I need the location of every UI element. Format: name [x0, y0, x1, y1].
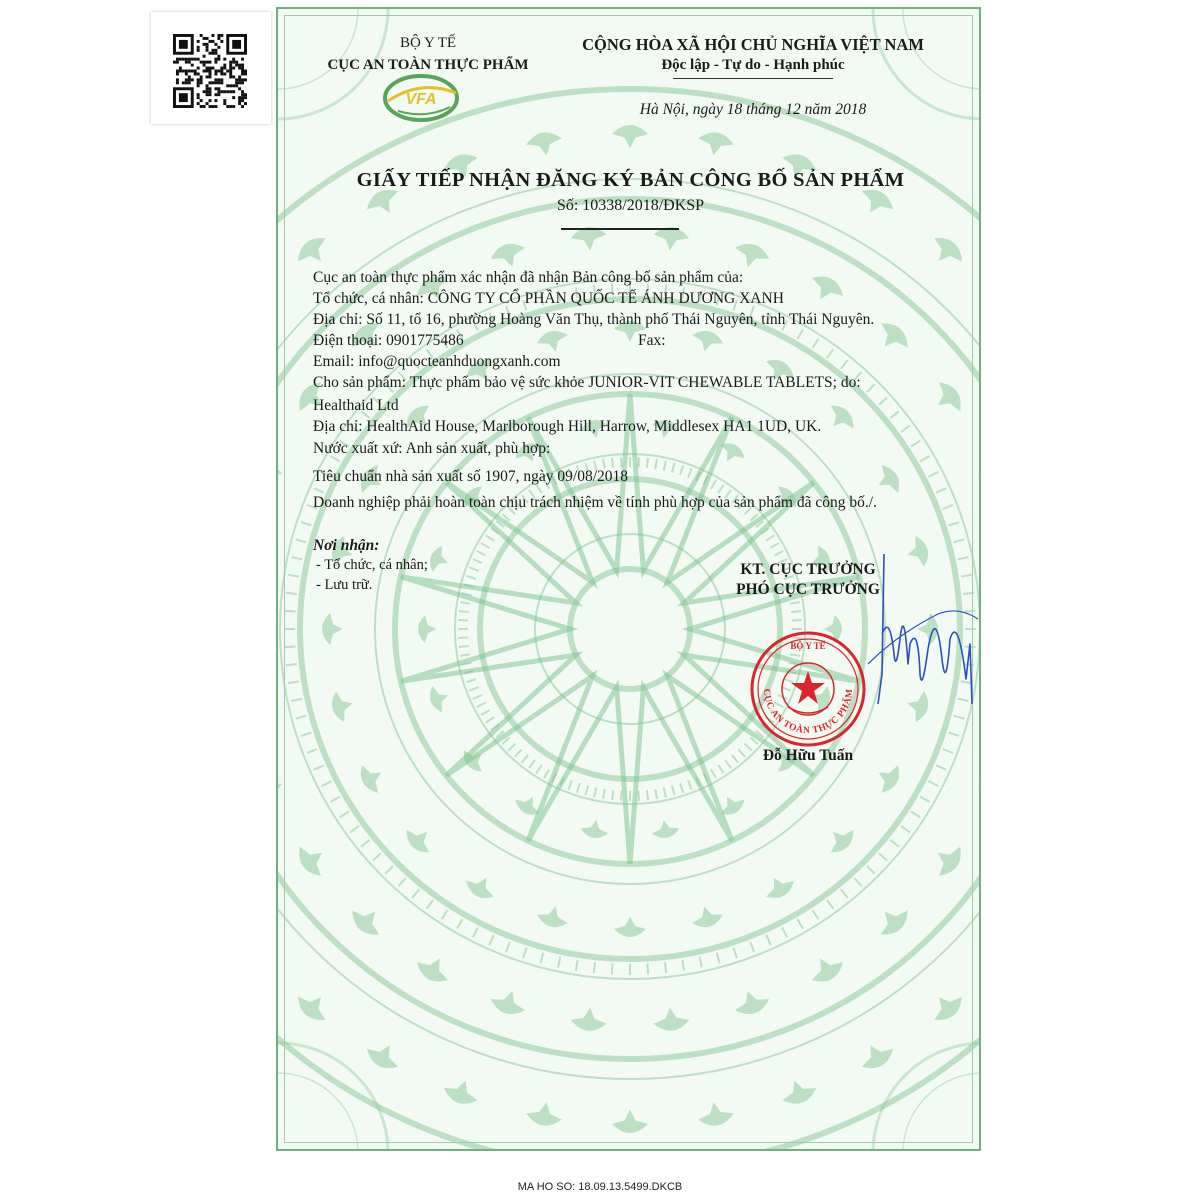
- vfa-logo-text: VFA: [405, 91, 437, 108]
- document-number: Số: 10338/2018/ĐKSP: [556, 197, 705, 214]
- issue-date: Hà Nội, ngày 18 tháng 12 năm 2018: [639, 101, 867, 118]
- document-title: GIẤY TIẾP NHẬN ĐĂNG KÝ BẢN CÔNG BỐ SẢN PHẨM: [356, 169, 905, 191]
- agency-name: CỤC AN TOÀN THỰC PHẨM: [327, 57, 529, 73]
- origin-line: Nước xuất xứ: Anh sản xuất, phù hợp:: [313, 440, 551, 457]
- phone-line: Điện thoại: 0901775486: [313, 332, 464, 349]
- certificate-document: [276, 7, 981, 1151]
- responsibility-line: Doanh nghiệp phải hoàn toàn chịu trách nhiệm về tính phù hợp của sản phẩm đã công bố./.: [313, 494, 877, 511]
- recipients-label: Nơi nhận:: [313, 537, 380, 554]
- signer-position: KT. CỤC TRƯỞNG: [740, 561, 876, 578]
- signer-position-deputy: PHÓ CỤC TRƯỞNG: [736, 581, 880, 598]
- seal-star-icon: [791, 671, 825, 704]
- republic-title: CỘNG HÒA XÃ HỘI CHỦ NGHĨA VIỆT NAM: [582, 35, 924, 54]
- product-line: Cho sản phẩm: Thực phẩm bảo vệ sức khỏe JUNIOR-VIT CHEWABLE TABLETS; do:: [313, 374, 861, 391]
- body-intro: Cục an toàn thực phẩm xác nhận đã nhận Bản công bố sản phẩm của:: [313, 269, 744, 286]
- manufacturer-line: Healthaid Ltd: [313, 397, 399, 414]
- motto-underline: [673, 78, 833, 79]
- ministry-name: BỘ Y TẾ: [399, 35, 457, 51]
- seal-top-text: BỘ Y TẾ: [790, 641, 826, 651]
- vfa-logo: [376, 71, 466, 125]
- qr-code: [173, 34, 247, 108]
- email-line: Email: info@quocteanhduongxanh.com: [313, 353, 561, 370]
- recipient-item: - Lưu trữ.: [316, 577, 373, 593]
- standard-line: Tiêu chuẩn nhà sản xuất số 1907, ngày 09/08/2018: [313, 468, 628, 485]
- qr-code-card: [151, 12, 271, 124]
- file-code: MA HO SO: 18.09.13.5499.DKCB: [517, 1181, 683, 1193]
- organization-line: Tổ chức, cá nhân: CÔNG TY CỔ PHẦN QUỐC TẾ ÁNH DƯƠNG XANH: [313, 290, 784, 307]
- organization-address: Địa chỉ: Số 11, tổ 16, phường Hoàng Văn Thụ, thành phố Thái Nguyên, tỉnh Thái Nguyên.: [313, 311, 875, 328]
- recipient-item: - Tổ chức, cá nhân;: [316, 557, 428, 573]
- handwritten-signature: [838, 544, 981, 719]
- manufacturer-address: Địa chỉ: HealthAid House, Marlborough Hill, Harrow, Middlesex HA1 1UD, UK.: [313, 418, 822, 435]
- fax-line: Fax:: [638, 332, 666, 349]
- national-motto: Độc lập - Tự do - Hạnh phúc: [661, 57, 845, 73]
- signer-name: Đỗ Hữu Tuấn: [762, 747, 854, 764]
- title-underline: [561, 228, 679, 230]
- seal-ring-text: CỤC AN TOÀN THỰC PHẨM: [760, 688, 856, 737]
